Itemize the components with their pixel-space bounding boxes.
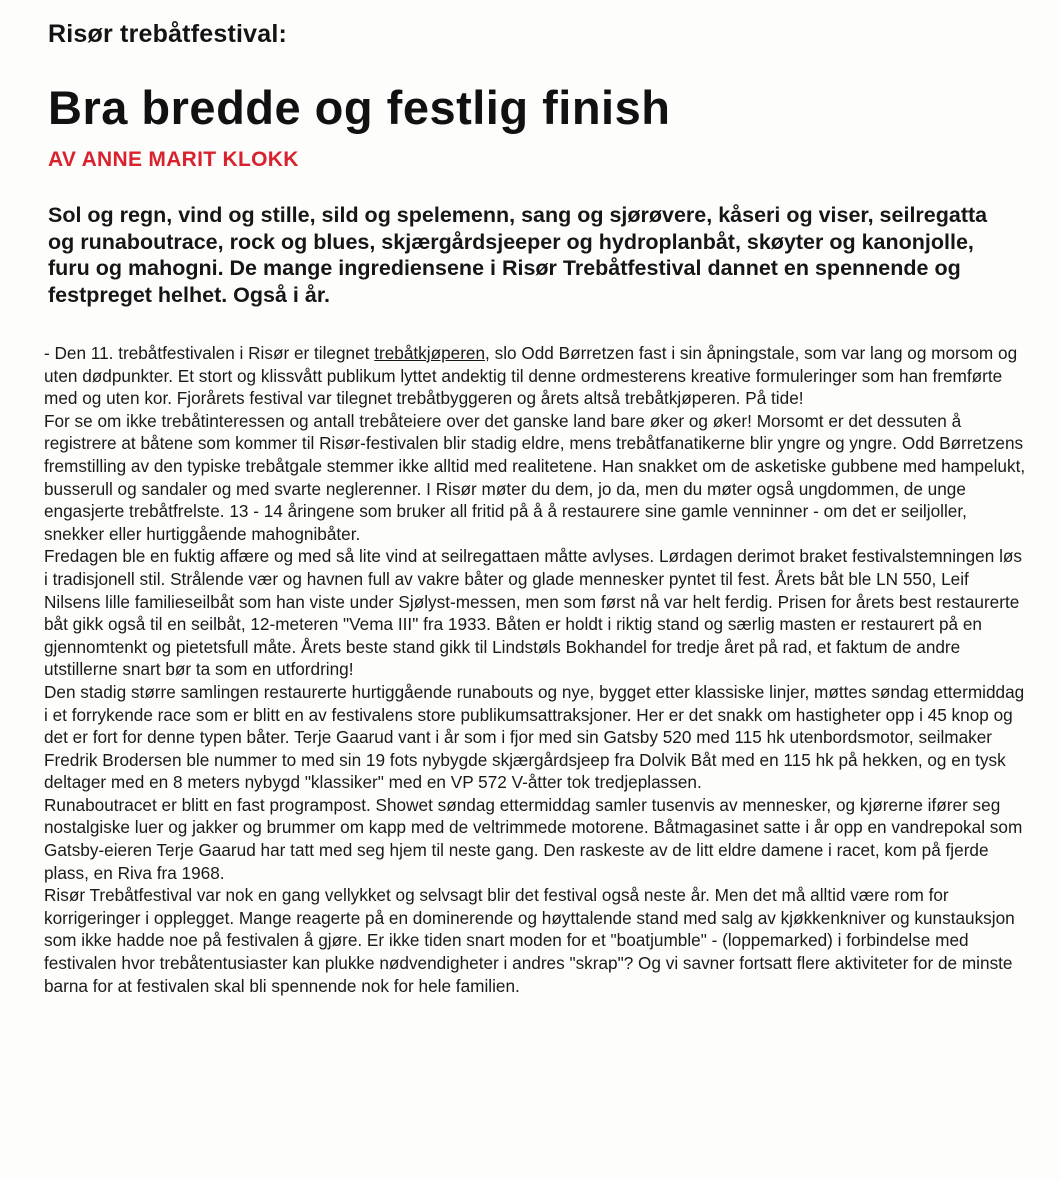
underlined-term: trebåtkjøperen xyxy=(374,343,486,363)
paragraph-1-end: , slo Odd Børretzen fast i sin åpningstale, som var lang og morsom og uten dødpunkter. Et stort og klissvått publikum lyttet andektig til denne ordmesterens kreative formuleringer som han fremførte med og uten kor. Fjorårets festival var tilegnet trebåtbyggeren og årets altså trebåtkjøperen. På tide! xyxy=(44,343,1018,409)
article-headline: Bra bredde og festlig finish xyxy=(48,81,671,134)
article-byline: AV ANNE MARIT KLOKK xyxy=(48,148,299,171)
article-lead: Sol og regn, vind og stille, sild og spelemenn, sang og sjørøvere, kåseri og viser, seilregatta og runaboutrace, rock og blues, skjærgårdsjeeper og hydroplanbåt, skøyter og kanonjolle, furu og mahogni. De mange ingrediensene i Risør Trebåtfestival dannet en spennende og festpreget helhet. Også i år. xyxy=(48,203,988,307)
article-body xyxy=(44,342,1029,997)
paragraph-4: Den stadig større samlingen restaurerte hurtiggående runabouts og nye, bygget etter klassiske linjer, møttes søndag ettermiddag i et forrykende race som er blitt en av festivalens store publikumsattraksjoner. Her er det snakk om hastigheter opp i 45 knop og det er fort for denne typen båter. Terje Gaarud vant i år som i fjor med sin Gatsby 520 med 115 hk utenbordsmotor, seilmaker Fredrik Brodersen ble nummer to med sin 19 fots nybygde skjærgårdsjeep fra Dolvik Båt med en 115 hk på hekken, og en tysk deltager med en 8 meters nybygd "klassiker" med en VP 572 V-åtter tok tredjeplassen. xyxy=(44,681,1025,793)
paragraph-6: Risør Trebåtfestival var nok en gang vellykket og selvsagt blir det festival også neste år. Men det må alltid være rom for korrigeringer i opplegget. Mange reagerte på en dominerende og høyttalende stand med salg av kjøkkenkniver og kunstauksjon som ikke hadde noe på festivalen å gjøre. Er ikke tiden snart moden for et "boatjumble" - (loppemarked) i forbindelse med festivalen hvor trebåtentusiaster kan plukke nødvendigheter i andres "skrap"? Og vi savner fortsatt flere aktiviteter for de minste barna for at festivalen skal bli spennende nok for hele familien. xyxy=(44,885,1015,996)
paragraph-1-start: - Den 11. trebåtfestivalen i Risør er tilegnet xyxy=(44,343,375,363)
paragraph-2: For se om ikke trebåtinteressen og antall trebåteiere over det ganske land bare øker og øker! Morsomt er det dessuten å registrere at båtene som kommer til Risør-festivalen blir stadig eldre, mens trebåtfanatikerne blir yngre og yngre. Odd Børretzens fremstilling av den typiske trebåtgale stemmer ikke alltid med realitetene. Han snakket om de asketiske gubbene med hampelukt, busserull og sandaler og med svarte neglerenner. I Risør møter du dem, jo da, men du møter også ungdommen, de unge engasjerte trebåtfrelste. 13 - 14 åringene som bruker all fritid på å å restaurere sine gamle venninner - om det er seiljoller, snekker eller hurtiggående mahognibåter. xyxy=(44,410,1026,544)
article-kicker: Risør trebåtfestival: xyxy=(48,20,287,48)
paragraph-1 xyxy=(44,342,1029,410)
paragraph-3: Fredagen ble en fuktig affære og med så lite vind at seilregattaen måtte avlyses. Lørdagen derimot braket festivalstemningen løs i tradisjonell stil. Strålende vær og havnen full av vakre båter og glade mennesker pyntet til fest. Årets båt ble LN 550, Leif Nilsens lille familieseilbåt som han viste under Sjølyst-messen, men som først nå var helt ferdig. Prisen for årets best restaurerte båt gikk også til en seilbåt, 12-meteren "Vema III" fra 1933. Båten er holdt i riktig stand og særlig masten er restaurert på en gjennomtenkt og pietetsfull måte. Årets beste stand gikk til Lindstøls Bokhandel for tredje året på rad, et faktum de andre utstillerne snart bør ta som en utfordring! xyxy=(44,546,1022,680)
paragraph-5: Runaboutracet er blitt en fast programpost. Showet søndag ettermiddag samler tusenvis av mennesker, og kjørerne ifører seg nostalgiske luer og jakker og brummer om kapp med de veltrimmede motorene. Båtmagasinet satte i år opp en vandrepokal som Gatsby-eieren Terje Gaarud har tatt med seg hjem til neste gang. Den raskeste av de litt eldre damene i racet, kom på fjerde plass, en Riva fra 1968. xyxy=(44,794,1023,883)
